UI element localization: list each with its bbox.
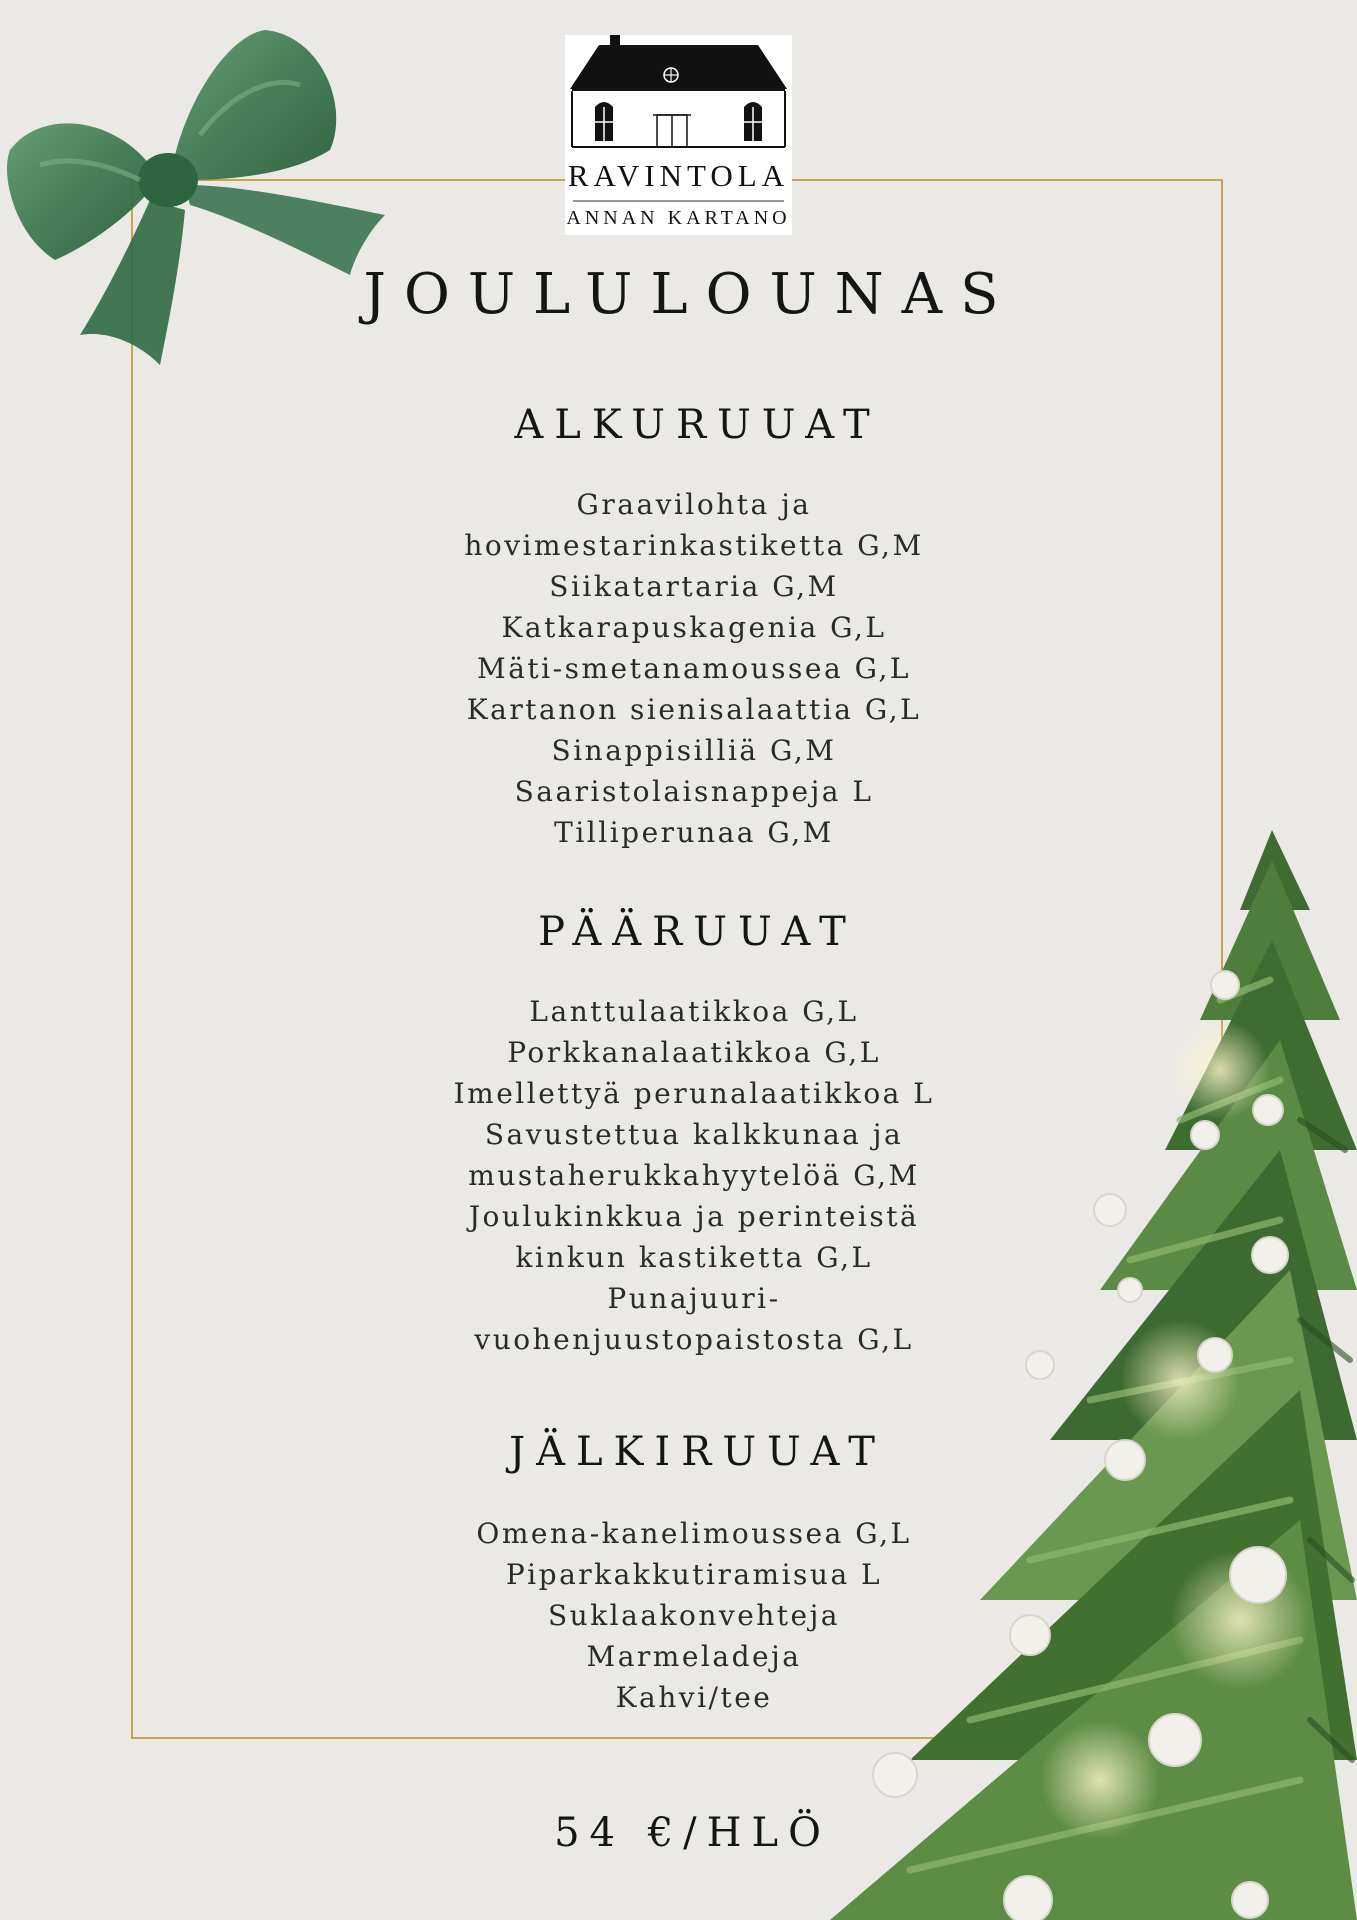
menu-item: Tilliperunaa G,M (554, 816, 834, 849)
bow-icon (0, 15, 400, 375)
menu-item: Siikatartaria G,M (549, 570, 839, 603)
section-title-jalkiruuat: JÄLKIRUUAT (509, 1429, 886, 1475)
menu-item: Joulukinkkua ja perinteistä (468, 1200, 920, 1233)
menu-item: mustaherukkahyytelöä G,M (468, 1159, 920, 1192)
section-items-alkuruuat (0, 484, 1357, 853)
price-per-person: 54 €/HLÖ (554, 1810, 831, 1856)
menu-item: hovimestarinkastiketta G,M (464, 529, 924, 562)
logo-subtitle: ANNAN KARTANO (566, 207, 791, 229)
section-title-paaruuat: PÄÄRUUAT (538, 909, 857, 955)
menu-item: Omena-kanelimoussea G,L (476, 1517, 912, 1550)
menu-title: JOULULOUNAS (363, 262, 1017, 327)
menu-item: Savustettua kalkkunaa ja (484, 1118, 904, 1151)
menu-item: vuohenjuustopaistosta G,L (474, 1323, 914, 1356)
christmas-tree-icon (800, 820, 1357, 1920)
menu-item: Kahvi/tee (615, 1681, 773, 1714)
menu-item: Lanttulaatikkoa G,L (529, 995, 859, 1028)
menu-item: Porkkanalaatikkoa G,L (507, 1036, 881, 1069)
menu-item: Katkarapuskagenia G,L (501, 611, 887, 644)
menu-item: Suklaakonvehteja (548, 1599, 840, 1632)
menu-item: Sinappisilliä G,M (551, 734, 837, 767)
restaurant-logo (565, 35, 792, 235)
menu-item: Marmeladeja (586, 1640, 802, 1673)
house-icon (565, 35, 792, 160)
menu-item: kinkun kastiketta G,L (515, 1241, 873, 1274)
menu-item: Punajuuri- (607, 1282, 781, 1315)
menu-item: Imellettyä perunalaatikkoa L (453, 1077, 935, 1110)
logo-divider (573, 200, 784, 202)
menu-item: Saaristolaisnappeja L (514, 775, 874, 808)
menu-item: Piparkakkutiramisua L (505, 1558, 883, 1591)
menu-item: Mäti-smetanamoussea G,L (477, 652, 911, 685)
menu-item: Graavilohta ja (576, 488, 812, 521)
logo-name: RAVINTOLA (567, 158, 790, 193)
section-title-alkuruuat: ALKURUUAT (514, 402, 881, 448)
menu-item: Kartanon sienisalaattia G,L (466, 693, 922, 726)
